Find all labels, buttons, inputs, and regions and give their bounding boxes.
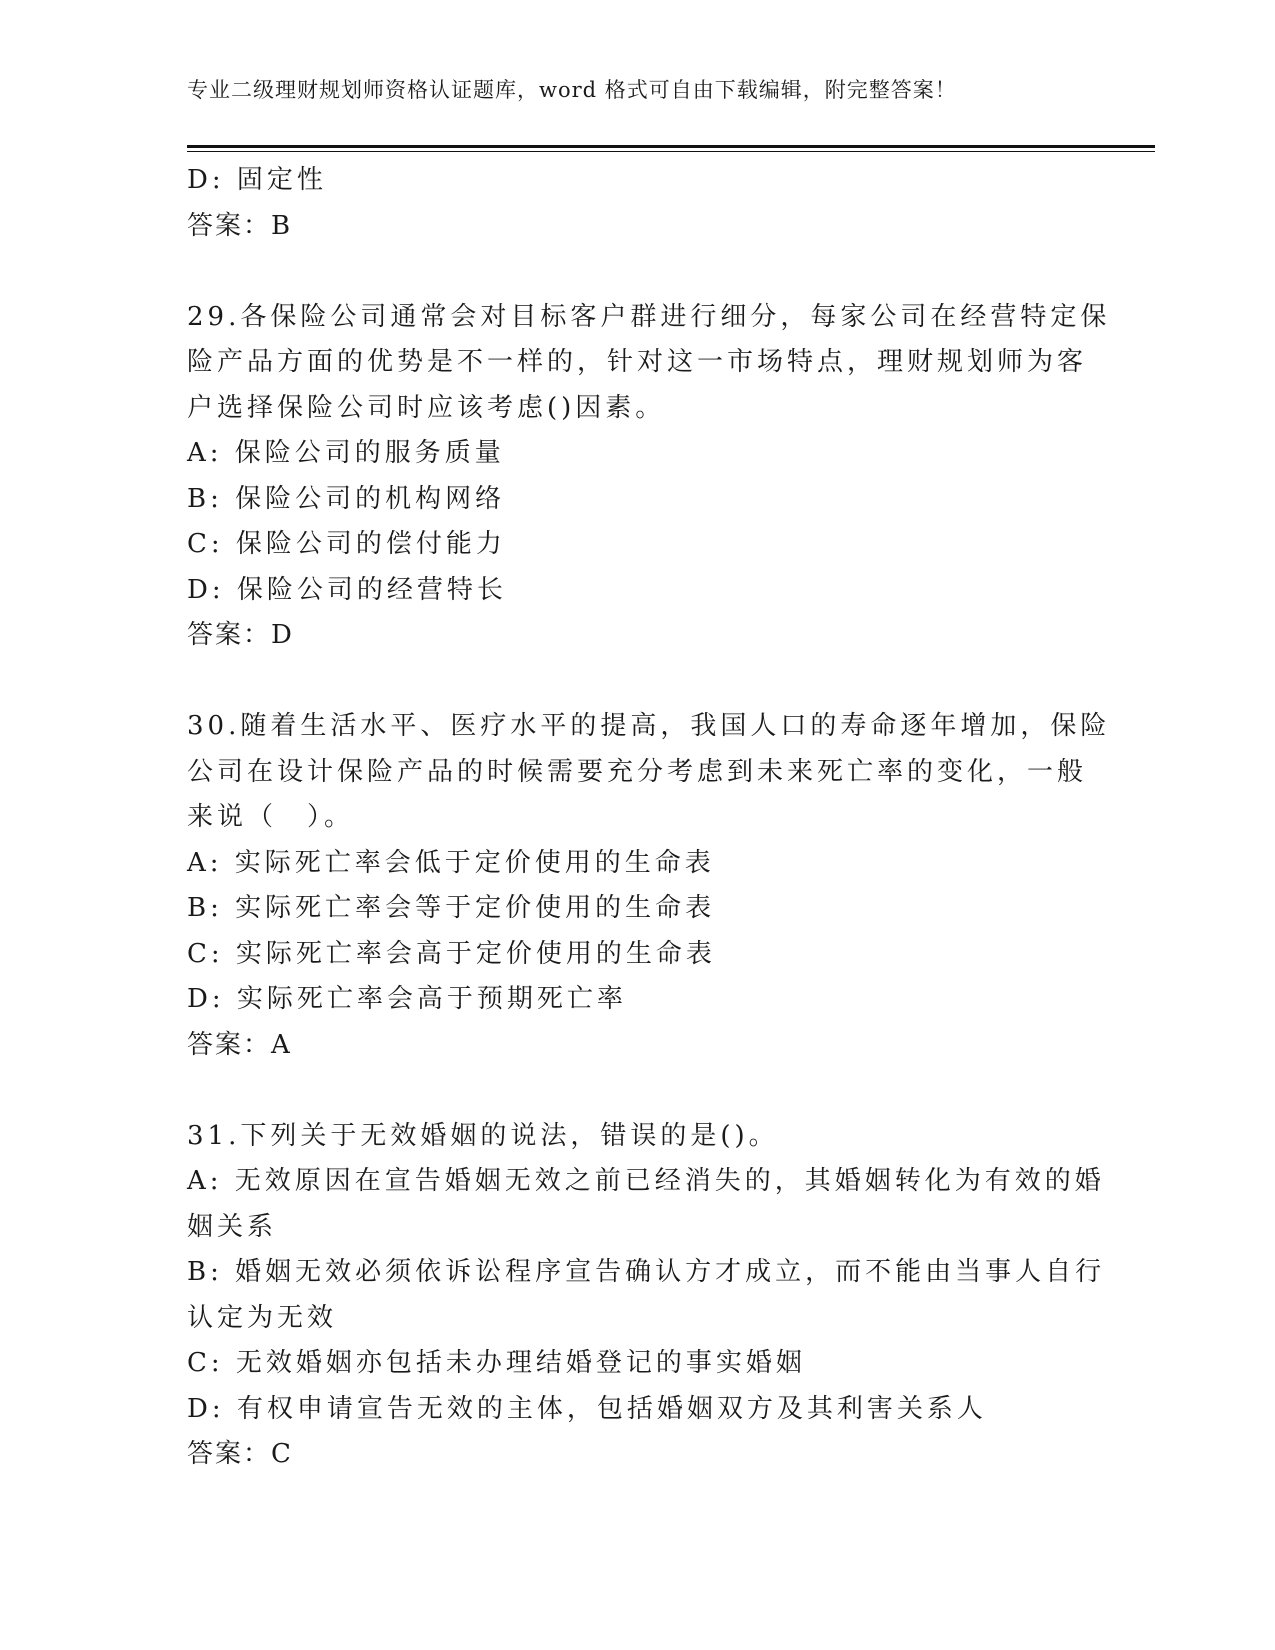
prev-answer: 答案：B: [187, 210, 293, 241]
header-rule-thick: [187, 145, 1155, 148]
question-content: [187, 158, 1111, 1478]
q31-option-a-line-2: 姻关系: [187, 1211, 278, 1242]
q30-stem-line-2: 公司在设计保险产品的时候需要充分考虑到未来死亡率的变化，一般: [187, 756, 1088, 787]
header-rule-thin: [187, 151, 1155, 152]
q30-stem-line-3: 来说（ ）。: [187, 802, 355, 832]
q29-option-b: B: 保险公司的机构网络: [187, 483, 506, 514]
q30-option-d: D: 实际死亡率会高于预期死亡率: [187, 984, 627, 1014]
prev-option-d: D: 固定性: [187, 165, 327, 195]
q30-option-a: A: 实际死亡率会低于定价使用的生命表: [187, 847, 715, 878]
question-29: [187, 295, 1111, 659]
page-header: 专业二级理财规划师资格认证题库，word 格式可自由下载编辑，附完整答案！: [187, 78, 957, 102]
q31-option-b-line-2: 认定为无效: [187, 1302, 338, 1333]
q31-stem-line-1: 31.下列关于无效婚姻的说法，错误的是()。: [187, 1120, 779, 1151]
spacer: [187, 249, 1087, 295]
q30-answer: 答案：A: [187, 1029, 292, 1060]
q30-option-b: B: 实际死亡率会等于定价使用的生命表: [187, 893, 716, 923]
q31-answer: 答案：C: [187, 1439, 293, 1469]
q29-stem-line-3: 户选择保险公司时应该考虑()因素。: [187, 392, 666, 423]
q30-stem-line-1: 30.随着生活水平、医疗水平的提高，我国人口的寿命逐年增加，保险: [187, 711, 1111, 741]
q29-option-a: A: 保险公司的服务质量: [187, 438, 505, 468]
spacer: [187, 1068, 1087, 1114]
q29-option-d: D: 保险公司的经营特长: [187, 574, 507, 605]
q29-option-c: C: 保险公司的偿付能力: [187, 529, 506, 559]
q29-answer: 答案：D: [187, 620, 294, 650]
q31-option-a-line-1: A: 无效原因在宣告婚姻无效之前已经消失的，其婚姻转化为有效的婚: [187, 1166, 1105, 1196]
q31-option-c: C: 无效婚姻亦包括未办理结婚登记的事实婚姻: [187, 1348, 806, 1378]
question-30: [187, 704, 1111, 1068]
q31-option-b-line-1: B: 婚姻无效必须依诉讼程序宣告确认方才成立，而不能由当事人自行: [187, 1257, 1106, 1287]
q29-stem-line-2: 险产品方面的优势是不一样的，针对这一市场特点，理财规划师为客: [187, 347, 1088, 377]
q30-option-c: C: 实际死亡率会高于定价使用的生命表: [187, 938, 716, 969]
question-31: [187, 1114, 1106, 1478]
q29-stem-line-1: 29.各保险公司通常会对目标客户群进行细分，每家公司在经营特定保: [187, 301, 1111, 332]
spacer: [187, 659, 1087, 705]
q31-option-d: D: 有权申请宣告无效的主体，包括婚姻双方及其利害关系人: [187, 1393, 987, 1424]
